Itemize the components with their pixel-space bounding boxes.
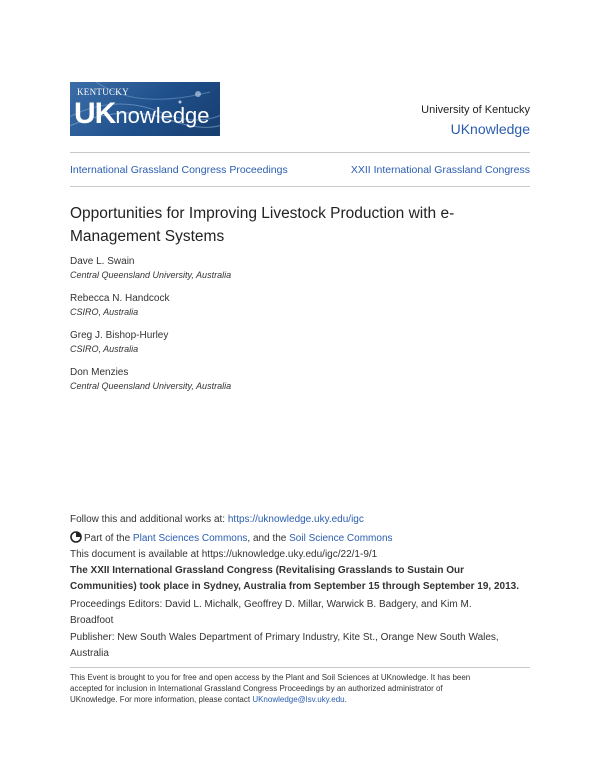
- logo-wordmark: [74, 99, 210, 131]
- logo-nowledge: nowledge: [115, 103, 210, 128]
- author-affiliation: Central Queensland University, Australia: [70, 270, 232, 280]
- part-prefix: Part of the: [84, 533, 133, 544]
- footer-line-1: This Event is brought to you for free and open access by the Plant and Soil Sciences at UKnowledge. It has been: [70, 673, 471, 682]
- uknowledge-logo[interactable]: [70, 82, 220, 136]
- author-affiliation: CSIRO, Australia: [70, 344, 139, 354]
- publisher-line-1: Publisher: New South Wales Department of Primary Industry, Kite St., Orange New South Wales,: [70, 632, 499, 643]
- availability-line: This document is available at https://uknowledge.uky.edu/igc/22/1-9/1: [70, 549, 378, 560]
- footer-line-3-suffix: .: [344, 695, 347, 704]
- congress-line-2: Communities) took place in Sydney, Australia from September 15 through September 19, 2013.: [70, 581, 520, 592]
- plant-sciences-link[interactable]: Plant Sciences Commons: [132, 533, 248, 544]
- open-access-icon: [70, 531, 82, 543]
- author-affiliation: CSIRO, Australia: [70, 307, 139, 317]
- nav-proceedings-link[interactable]: International Grassland Congress Proceedings: [70, 164, 288, 176]
- editors-line-1: Proceedings Editors: David L. Michalk, Geoffrey D. Millar, Warwick B. Badgery, and Kim M.: [70, 599, 472, 610]
- document-title: Opportunities for Improving Livestock Production with e-Management Systems: [70, 205, 455, 245]
- part-of-line: [70, 531, 540, 547]
- soil-science-link[interactable]: Soil Science Commons: [289, 533, 393, 544]
- divider-bottom: [70, 186, 530, 187]
- author-name: Greg J. Bishop-Hurley: [70, 330, 169, 341]
- nav-congress-link[interactable]: XXII International Grassland Congress: [350, 164, 530, 176]
- footer-line-2: accepted for inclusion in International Grassland Congress Proceedings by an authorized administrator of: [70, 684, 443, 693]
- author-name: Dave L. Swain: [70, 256, 135, 267]
- footer-line-3-prefix: UKnowledge. For more information, please contact: [70, 695, 253, 704]
- follow-prefix: Follow this and additional works at:: [70, 514, 228, 525]
- footer-notice: [70, 672, 530, 705]
- logo-kentucky-text: KENTUCKY: [77, 87, 129, 97]
- footer-divider: [70, 667, 530, 668]
- follow-line: [70, 512, 540, 528]
- part-mid: , and the: [247, 533, 290, 544]
- editors-line-2: Broadfoot: [70, 615, 114, 626]
- congress-line-1: The XXII International Grassland Congress (Revitalising Grasslands to Sustain Our: [70, 565, 464, 576]
- divider-top: [70, 152, 530, 153]
- publisher-line-2: Australia: [70, 648, 109, 659]
- author-name: Rebecca N. Handcock: [70, 293, 170, 304]
- author-affiliation: Central Queensland University, Australia: [70, 381, 232, 391]
- contact-email-link[interactable]: UKnowledge@lsv.uky.edu: [252, 695, 345, 704]
- author-name: Don Menzies: [70, 367, 129, 378]
- footer-line-3: [70, 694, 530, 705]
- university-name: University of Kentucky: [421, 104, 530, 116]
- follow-link[interactable]: https://uknowledge.uky.edu/igc: [227, 514, 364, 525]
- logo-uk: UK: [74, 97, 116, 130]
- uknowledge-link[interactable]: UKnowledge: [450, 121, 530, 137]
